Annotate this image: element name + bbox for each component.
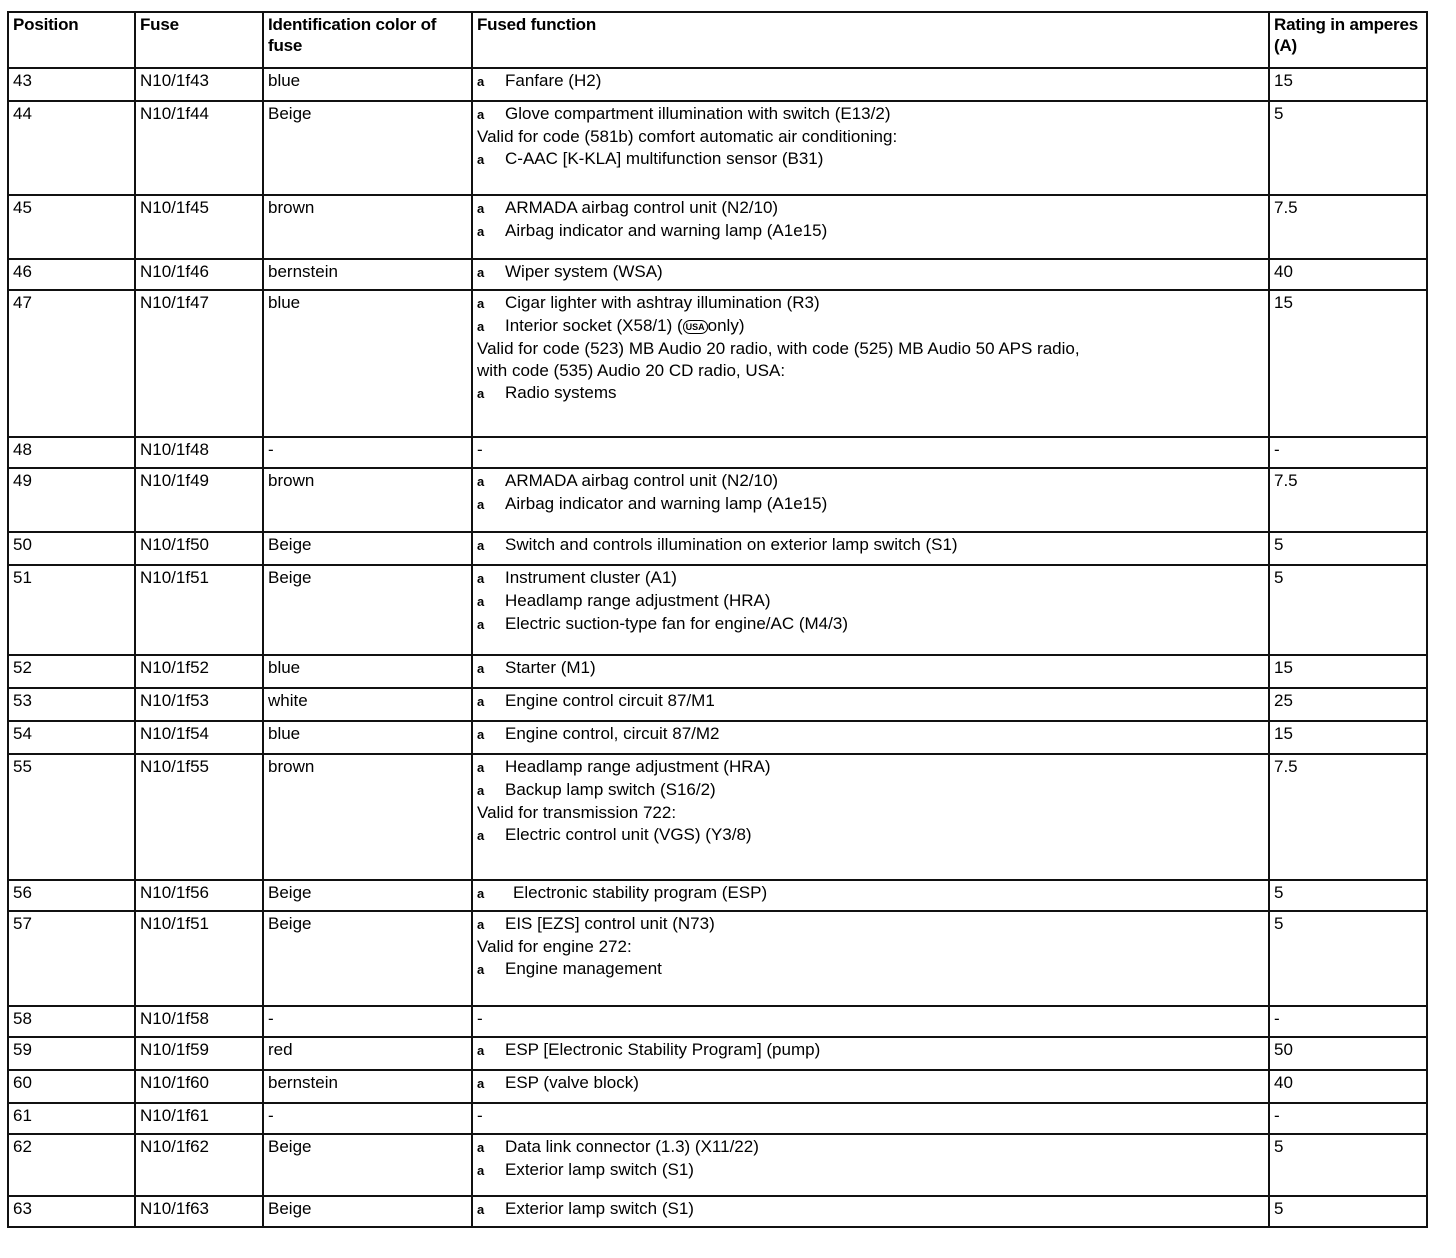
header-fuse: Fuse [135, 12, 263, 68]
function-item [477, 913, 1264, 936]
cell-function [472, 68, 1269, 101]
function-item [477, 756, 1264, 779]
function-item [477, 197, 1264, 220]
cell-color: - [263, 437, 472, 468]
cell-function [472, 911, 1269, 1006]
cell-position: 53 [8, 688, 135, 721]
cell-rating: 15 [1269, 290, 1427, 437]
function-text: ESP (valve block) [505, 1073, 639, 1092]
cell-fuse: N10/1f55 [135, 754, 263, 880]
cell-color: Beige [263, 101, 472, 195]
cell-rating: 40 [1269, 259, 1427, 290]
cell-fuse: N10/1f43 [135, 68, 263, 101]
cell-color: brown [263, 195, 472, 259]
cell-rating: 5 [1269, 1134, 1427, 1196]
cell-position: 48 [8, 437, 135, 468]
cell-color: - [263, 1103, 472, 1134]
function-text: Electronic stability program (ESP) [513, 883, 768, 902]
cell-fuse: N10/1f58 [135, 1006, 263, 1037]
cell-fuse: N10/1f51 [135, 565, 263, 655]
cell-fuse: N10/1f52 [135, 655, 263, 688]
function-note [477, 936, 1264, 958]
cell-function [472, 1006, 1269, 1037]
cell-function [472, 721, 1269, 754]
header-row [8, 12, 1427, 68]
cell-rating: 50 [1269, 1037, 1427, 1070]
function-text: Electric suction-type fan for engine/AC (M4/3) [505, 614, 848, 633]
function-text: Valid for code (523) MB Audio 20 radio, with code (525) MB Audio 50 APS radio, [477, 339, 1080, 358]
function-item [477, 824, 1264, 847]
function-item [477, 493, 1264, 516]
function-text: Engine control circuit 87/M1 [505, 691, 715, 710]
cell-function [472, 195, 1269, 259]
function-item [477, 103, 1264, 126]
cell-rating: 5 [1269, 101, 1427, 195]
table-row [8, 468, 1427, 532]
cell-color: Beige [263, 911, 472, 1006]
cell-position: 44 [8, 101, 135, 195]
function-text: - [477, 440, 483, 459]
cell-rating: 7.5 [1269, 195, 1427, 259]
cell-function [472, 565, 1269, 655]
cell-position: 45 [8, 195, 135, 259]
function-item [477, 882, 1264, 905]
function-note [477, 802, 1264, 824]
cell-fuse: N10/1f51 [135, 911, 263, 1006]
cell-color: Beige [263, 532, 472, 565]
function-text: Valid for code (581b) comfort automatic air conditioning: [477, 127, 898, 146]
function-item [477, 470, 1264, 493]
cell-color: blue [263, 68, 472, 101]
cell-function [472, 1134, 1269, 1196]
cell-position: 58 [8, 1006, 135, 1037]
cell-function [472, 468, 1269, 532]
function-item [477, 613, 1264, 636]
cell-color: blue [263, 721, 472, 754]
cell-rating: 5 [1269, 880, 1427, 911]
cell-rating: - [1269, 437, 1427, 468]
table-row [8, 721, 1427, 754]
cell-fuse: N10/1f53 [135, 688, 263, 721]
function-note [477, 360, 1264, 382]
cell-rating: 15 [1269, 68, 1427, 101]
function-item [477, 1159, 1264, 1182]
cell-fuse: N10/1f49 [135, 468, 263, 532]
cell-color: Beige [263, 565, 472, 655]
function-text: Valid for transmission 722: [477, 803, 677, 822]
cell-rating: - [1269, 1006, 1427, 1037]
function-text: Exterior lamp switch (S1) [505, 1199, 694, 1218]
table-row [8, 195, 1427, 259]
function-text: ARMADA airbag control unit (N2/10) [505, 198, 779, 217]
function-item [477, 534, 1264, 557]
function-item [477, 1072, 1264, 1095]
function-text: Instrument cluster (A1) [505, 568, 677, 587]
cell-fuse: N10/1f54 [135, 721, 263, 754]
table-row [8, 290, 1427, 437]
function-text: Airbag indicator and warning lamp (A1e15) [505, 221, 828, 240]
cell-color: white [263, 688, 472, 721]
table-row [8, 259, 1427, 290]
table-row [8, 1037, 1427, 1070]
cell-color: Beige [263, 1196, 472, 1227]
cell-function [472, 655, 1269, 688]
cell-rating: - [1269, 1103, 1427, 1134]
cell-fuse: N10/1f47 [135, 290, 263, 437]
function-text: - [477, 1009, 483, 1028]
table-row [8, 1103, 1427, 1134]
cell-function [472, 1037, 1269, 1070]
table-row [8, 1134, 1427, 1196]
cell-color: red [263, 1037, 472, 1070]
cell-function [472, 101, 1269, 195]
cell-position: 54 [8, 721, 135, 754]
header-rating: Rating in amperes (A) [1269, 12, 1427, 68]
cell-color: Beige [263, 1134, 472, 1196]
cell-function [472, 437, 1269, 468]
cell-position: 51 [8, 565, 135, 655]
cell-color: bernstein [263, 259, 472, 290]
function-text: Fanfare (H2) [505, 71, 602, 90]
cell-rating: 5 [1269, 1196, 1427, 1227]
cell-rating: 15 [1269, 721, 1427, 754]
table-row [8, 688, 1427, 721]
cell-position: 46 [8, 259, 135, 290]
cell-function [472, 688, 1269, 721]
function-text: Engine control, circuit 87/M2 [505, 724, 720, 743]
function-text: Engine management [505, 959, 662, 978]
cell-color: brown [263, 468, 472, 532]
function-text: Electric control unit (VGS) (Y3/8) [505, 825, 752, 844]
function-text: Headlamp range adjustment (HRA) [505, 591, 771, 610]
fuse-table [7, 11, 1428, 1228]
function-item [477, 148, 1264, 171]
function-text: Backup lamp switch (S16/2) [505, 780, 716, 799]
header-function: Fused function [472, 12, 1269, 68]
cell-function [472, 1103, 1269, 1134]
cell-rating: 7.5 [1269, 468, 1427, 532]
cell-position: 50 [8, 532, 135, 565]
cell-color: brown [263, 754, 472, 880]
function-text: Wiper system (WSA) [505, 262, 663, 281]
cell-position: 56 [8, 880, 135, 911]
function-item [477, 958, 1264, 981]
table-row [8, 437, 1427, 468]
usa-badge: USA [683, 320, 708, 334]
function-item [477, 315, 1264, 338]
cell-fuse: N10/1f44 [135, 101, 263, 195]
cell-rating: 5 [1269, 565, 1427, 655]
cell-fuse: N10/1f62 [135, 1134, 263, 1196]
cell-rating: 7.5 [1269, 754, 1427, 880]
cell-rating: 25 [1269, 688, 1427, 721]
function-text: with code (535) Audio 20 CD radio, USA: [477, 361, 786, 380]
cell-rating: 40 [1269, 1070, 1427, 1103]
function-text: Data link connector (1.3) (X11/22) [505, 1137, 759, 1156]
table-row [8, 911, 1427, 1006]
cell-fuse: N10/1f46 [135, 259, 263, 290]
function-item [477, 567, 1264, 590]
cell-rating: 15 [1269, 655, 1427, 688]
cell-position: 59 [8, 1037, 135, 1070]
function-text: Airbag indicator and warning lamp (A1e15) [505, 494, 828, 513]
function-text: Cigar lighter with ashtray illumination (R3) [505, 293, 820, 312]
cell-position: 49 [8, 468, 135, 532]
function-item [477, 70, 1264, 93]
cell-fuse: N10/1f56 [135, 880, 263, 911]
table-row [8, 1006, 1427, 1037]
function-text: Switch and controls illumination on exterior lamp switch (S1) [505, 535, 958, 554]
cell-color: blue [263, 655, 472, 688]
cell-fuse: N10/1f48 [135, 437, 263, 468]
cell-position: 55 [8, 754, 135, 880]
cell-position: 43 [8, 68, 135, 101]
cell-fuse: N10/1f61 [135, 1103, 263, 1134]
cell-fuse: N10/1f63 [135, 1196, 263, 1227]
cell-fuse: N10/1f50 [135, 532, 263, 565]
cell-position: 57 [8, 911, 135, 1006]
function-text: - [477, 1106, 483, 1125]
function-note [477, 1008, 1264, 1030]
cell-position: 47 [8, 290, 135, 437]
function-note [477, 126, 1264, 148]
function-text: Interior socket (X58/1) ( [505, 316, 683, 335]
function-item [477, 1136, 1264, 1159]
function-text: ESP [Electronic Stability Program] (pump) [505, 1040, 821, 1059]
cell-rating: 5 [1269, 911, 1427, 1006]
function-item [477, 690, 1264, 713]
fuse-table-body [8, 68, 1427, 1227]
cell-position: 60 [8, 1070, 135, 1103]
cell-function [472, 290, 1269, 437]
cell-position: 62 [8, 1134, 135, 1196]
function-note [477, 439, 1264, 461]
table-row [8, 532, 1427, 565]
cell-rating: 5 [1269, 532, 1427, 565]
function-item [477, 1198, 1264, 1221]
table-row [8, 880, 1427, 911]
function-text: ARMADA airbag control unit (N2/10) [505, 471, 779, 490]
function-item [477, 292, 1264, 315]
function-item [477, 261, 1264, 284]
cell-function [472, 532, 1269, 565]
function-item [477, 590, 1264, 613]
function-note [477, 1105, 1264, 1127]
table-row [8, 565, 1427, 655]
cell-function [472, 259, 1269, 290]
function-item [477, 657, 1264, 680]
cell-function [472, 754, 1269, 880]
cell-function [472, 880, 1269, 911]
function-text: Exterior lamp switch (S1) [505, 1160, 694, 1179]
cell-function [472, 1070, 1269, 1103]
cell-function [472, 1196, 1269, 1227]
function-item [477, 723, 1264, 746]
cell-fuse: N10/1f60 [135, 1070, 263, 1103]
table-row [8, 68, 1427, 101]
function-note [477, 338, 1264, 360]
cell-color: - [263, 1006, 472, 1037]
function-text-suffix: only) [707, 316, 745, 335]
cell-fuse: N10/1f59 [135, 1037, 263, 1070]
function-text: Headlamp range adjustment (HRA) [505, 757, 771, 776]
function-item [477, 220, 1264, 243]
table-row [8, 754, 1427, 880]
table-row [8, 1070, 1427, 1103]
function-item [477, 779, 1264, 802]
function-text: Glove compartment illumination with switch (E13/2) [505, 104, 891, 123]
function-item [477, 1039, 1264, 1062]
function-text: EIS [EZS] control unit (N73) [505, 914, 715, 933]
cell-color: Beige [263, 880, 472, 911]
header-color: Identification color of fuse [263, 12, 472, 68]
cell-position: 61 [8, 1103, 135, 1134]
cell-position: 63 [8, 1196, 135, 1227]
function-text: C-AAC [K-KLA] multifunction sensor (B31) [505, 149, 824, 168]
cell-color: bernstein [263, 1070, 472, 1103]
table-row [8, 1196, 1427, 1227]
cell-fuse: N10/1f45 [135, 195, 263, 259]
function-text: Starter (M1) [505, 658, 596, 677]
function-text: Radio systems [505, 383, 617, 402]
table-row [8, 655, 1427, 688]
table-row [8, 101, 1427, 195]
function-item [477, 382, 1264, 405]
function-text: Valid for engine 272: [477, 937, 632, 956]
header-position: Position [8, 12, 135, 68]
cell-position: 52 [8, 655, 135, 688]
cell-color: blue [263, 290, 472, 437]
